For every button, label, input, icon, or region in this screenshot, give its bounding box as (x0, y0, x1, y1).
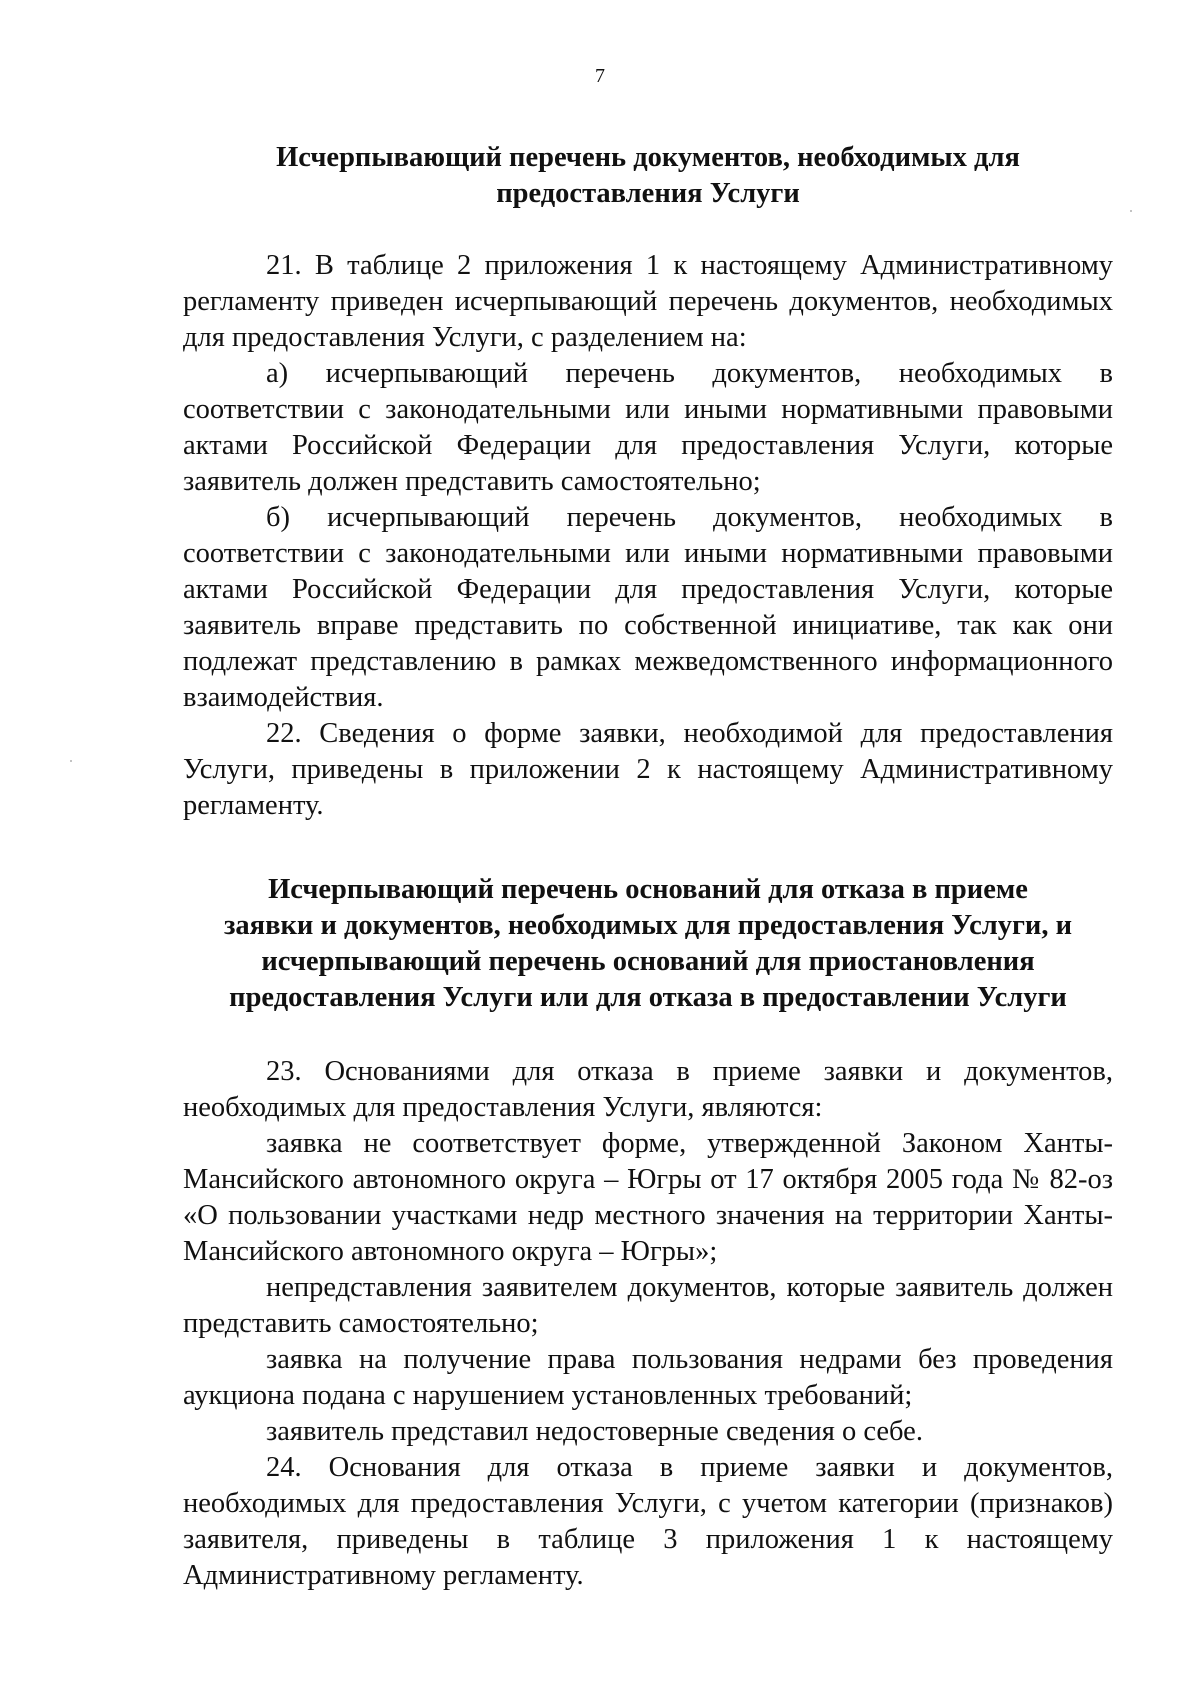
paragraph-21-item-b: б) исчерпывающий перечень документов, необходимых в соответствии с законодательными или иными нормативными правовыми актами Российской Федерации для предоставления Услуги, которые заявитель вправе представить по собственной инициативе, так как они подлежат представлению в рамках межведомственного информационного взаимодействия. (183, 502, 1113, 713)
paragraph-23-ground-false-info: заявитель представил недостоверные сведения о себе. (266, 1416, 923, 1447)
heading-line: предоставления Услуги или для отказа в предоставлении Услуги (229, 982, 1067, 1013)
heading-line: исчерпывающий перечень оснований для приостановления (261, 946, 1035, 977)
page-content (183, 140, 1113, 1594)
paragraph-21-item-a: а) исчерпывающий перечень документов, необходимых в соответствии с законодательными или иными нормативными правовыми актами Российской Федерации для предоставления Услуги, которые заявитель должен представить самостоятельно; (183, 358, 1113, 497)
scan-speck (70, 760, 72, 762)
section-heading-refusal-grounds (183, 872, 1113, 1016)
paragraph-21: 21. В таблице 2 приложения 1 к настоящему Административному регламенту приведен исчерпывающий перечень документов, необходимых для предоставления Услуги, с разделением на: (183, 250, 1113, 353)
heading-line: Исчерпывающий перечень документов, необходимых для (276, 142, 1020, 173)
paragraph-23-ground-violation: заявка на получение права пользования недрами без проведения аукциона подана с нарушением установленных требований; (183, 1344, 1113, 1411)
heading-line: Исчерпывающий перечень оснований для отказа в приеме (268, 874, 1028, 905)
section-heading-required-documents (183, 140, 1113, 212)
paragraph-23-ground-form: заявка не соответствует форме, утвержденной Законом Ханты-Мансийского автономного округа – Югры от 17 октября 2005 года № 82-оз «О пользовании участками недр местного значения на территории Ханты-Мансийского автономного округа – Югры»; (183, 1128, 1113, 1267)
paragraph-24: 24. Основания для отказа в приеме заявки и документов, необходимых для предоставления Услуги, с учетом категории (признаков) заявителя, приведены в таблице 3 приложения 1 к настоящему Административному регламенту. (183, 1452, 1113, 1591)
scan-speck (1130, 210, 1132, 212)
heading-line: заявки и документов, необходимых для предоставления Услуги, и (223, 910, 1073, 941)
heading-line: предоставления Услуги (496, 178, 800, 209)
paragraph-23-ground-documents: непредставления заявителем документов, которые заявитель должен представить самостоятельно; (183, 1272, 1113, 1339)
paragraph-22: 22. Сведения о форме заявки, необходимой для предоставления Услуги, приведены в приложении 2 к настоящему Административному регламенту. (183, 718, 1113, 821)
paragraph-23: 23. Основаниями для отказа в приеме заявки и документов, необходимых для предоставления Услуги, являются: (183, 1056, 1113, 1123)
page-number: 7 (595, 65, 605, 87)
